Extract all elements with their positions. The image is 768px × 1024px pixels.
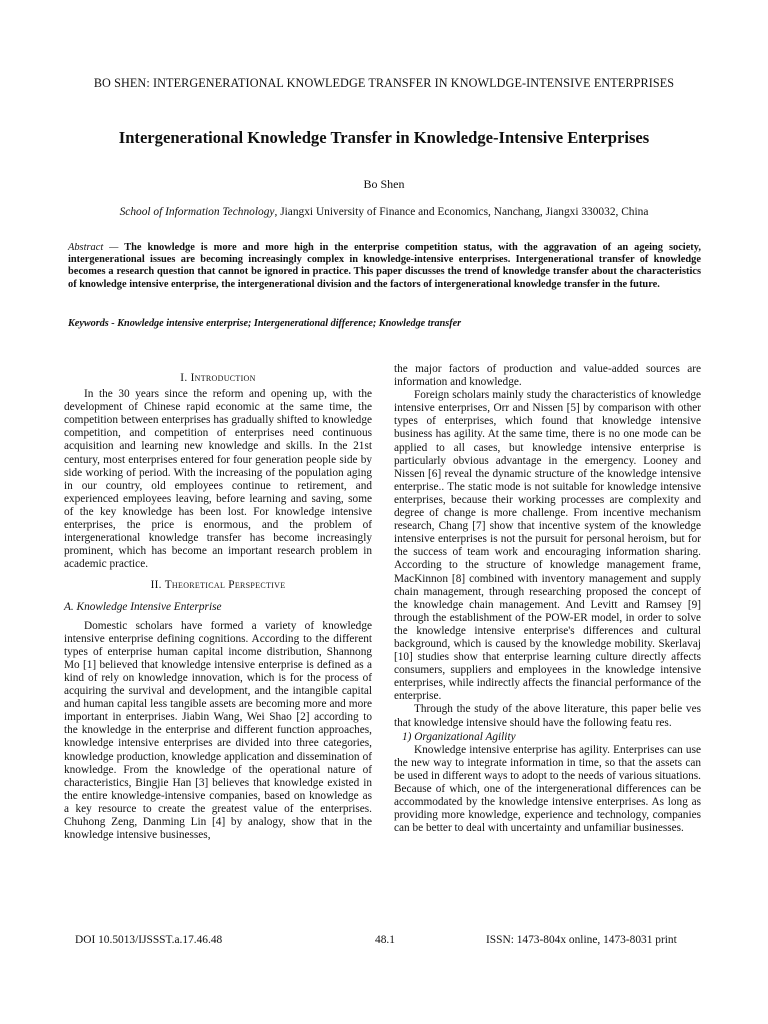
- organizational-agility-paragraph: Knowledge intensive enterprise has agility. Enterprises can use the new way to integrate information in time, so that the assets can be used in different ways to adopt to the needs of various situations. Because of which, one of the intergenerational differences can be accommodated by the knowledge intensive enterprises. As long as providing more knowledge, experience and technology, companies can be better to deal with uncertainty and unfamiliar businesses.: [394, 743, 701, 835]
- literature-summary-paragraph: Through the study of the above literature, this paper belie ves that knowledge intensive should have the following featu res.: [394, 703, 701, 729]
- keywords: Keywords - Knowledge intensive enterprise; Intergenerational difference; Knowledge transfer: [68, 318, 462, 329]
- author-name: Bo Shen: [363, 177, 405, 191]
- abstract: [68, 242, 701, 291]
- abstract-text: The knowledge is more and more high in the enterprise competition status, with the aggravation of an ageing society, intergenerational issues are becoming increasingly complex in knowledge-intensive enterprises. Intergenerational transfer of knowledge becomes a research question that cannot be ignored in practice. This paper discusses the trend of knowledge transfer about the characteristics of knowledge intensive enterprise, the intergenerational division and the factors of intergenerational knowledge transfer in the future.: [68, 242, 701, 290]
- affiliation-school: School of Information Technology: [119, 206, 275, 218]
- affiliation: [0, 206, 768, 218]
- continued-paragraph: the major factors of production and value-added sources are information and knowledge.: [394, 363, 701, 389]
- introduction-paragraph: In the 30 years since the reform and opening up, with the development of Chinese rapid economic at the same time, the competition between enterprises has gradually shifted to knowledge competition, and competition of enterprises need continuous acquisition and learning new knowledge and skills. In the 21st century, most enterprises entered for four generation people side by side working of period. With the increasing of the population aging in our country, old employees continue to retirement, and experienced employees leaving, before learning and saving, some of the key knowledge has been lost. For knowledge intensive enterprises, the price is enormous, and the problem of intergenerational knowledge transfer has become increasingly prominent, which has become an important research problem in academic practice.: [64, 388, 372, 571]
- right-column: [394, 363, 701, 835]
- knowledge-intensive-paragraph: Domestic scholars have formed a variety of knowledge intensive enterprise defining cognitions. According to the different types of enterprise human capital income distribution, Shannong Mo [1] believed that knowledge intensive enterprise is defined as a kind of rely on knowledge innovation, which is for the process of acquiring the survival and development, and the intangible capital and human capital less tangible assets are becoming more and more important in enterprises. Jiabin Wang, Wei Shao [2] according to the knowledge in the enterprise and different function approaches, knowledge intensive enterprises are divided into three categories, knowledge production, knowledge application and dissemination of knowledge. From the knowledge of the operational nature of characteristics, Bingjie Han [3] believes that knowledge existed in the entire knowledge-intensive companies, based on knowledge as a key resource to create the greatest value of the enterprises. Chuhong Zeng, Danming Lin [4] by analogy, show that in the knowledge intensive businesses,: [64, 619, 372, 842]
- paper-title: Intergenerational Knowledge Transfer in Knowledge-Intensive Enterprises: [118, 128, 650, 147]
- running-head: BO SHEN: INTERGENERATIONAL KNOWLEDGE TRANSFER IN KNOWLDGE-INTENSIVE ENTERPRISES: [93, 76, 675, 90]
- left-column: [64, 372, 372, 842]
- affiliation-rest: , Jiangxi University of Finance and Economics, Nanchang, Jiangxi 330032, China: [274, 206, 649, 218]
- subsubsection-heading-organizational-agility: 1) Organizational Agility: [402, 730, 516, 743]
- footer-page-number: 48.1: [375, 934, 395, 946]
- footer-doi: DOI 10.5013/IJSSST.a.17.46.48: [75, 934, 223, 946]
- section-heading-introduction: I. Introduction: [180, 372, 256, 384]
- section-heading-theoretical-perspective: II. Theoretical Perspective: [150, 579, 286, 592]
- abstract-label: Abstract —: [68, 242, 119, 253]
- footer-issn: ISSN: 1473-804x online, 1473-8031 print: [486, 934, 677, 946]
- subsection-heading-knowledge-intensive: A. Knowledge Intensive Enterprise: [64, 600, 222, 613]
- foreign-scholars-paragraph: Foreign scholars mainly study the characteristics of knowledge intensive enterprises, Orr and Nissen [5] by comparison with other types of enterprises, which found that knowledge intensive business has agility. At the same time, there is no one mode can be applied to all cases, but knowledge intensive enterprise is particularly obvious advantage in the emergency. Looney and Nissen [6] reveal the dynamic structure of the knowledge intensive enterprise.. The static mode is not suitable for knowledge intensive enterprises, because their working processes are complexity and degree of change is more challenge. From incentive mechanism research, Chang [7] show that incentive system of the knowledge intensive enterprises is not the pursuit for personal heroism, but for the success of team work and encouraging information sharing. According to the structure of knowledge management frame, MacKinnon [8] combined with inventory management and supply chain management, through researching proposed the concept of the knowledge chain management. And Levitt and Ramsey [9] through the establishment of the POW-ER model, in order to solve the knowledge intensive enterprise's differences and cultural background, which is caused by the knowledge mobility. Skerlavaj [10] studies show that enterprise learning culture directly affects consumers, suppliers and employees in the knowledge intensive enterprises, while indirectly affects the financial performance of the enterprise.: [394, 389, 701, 703]
